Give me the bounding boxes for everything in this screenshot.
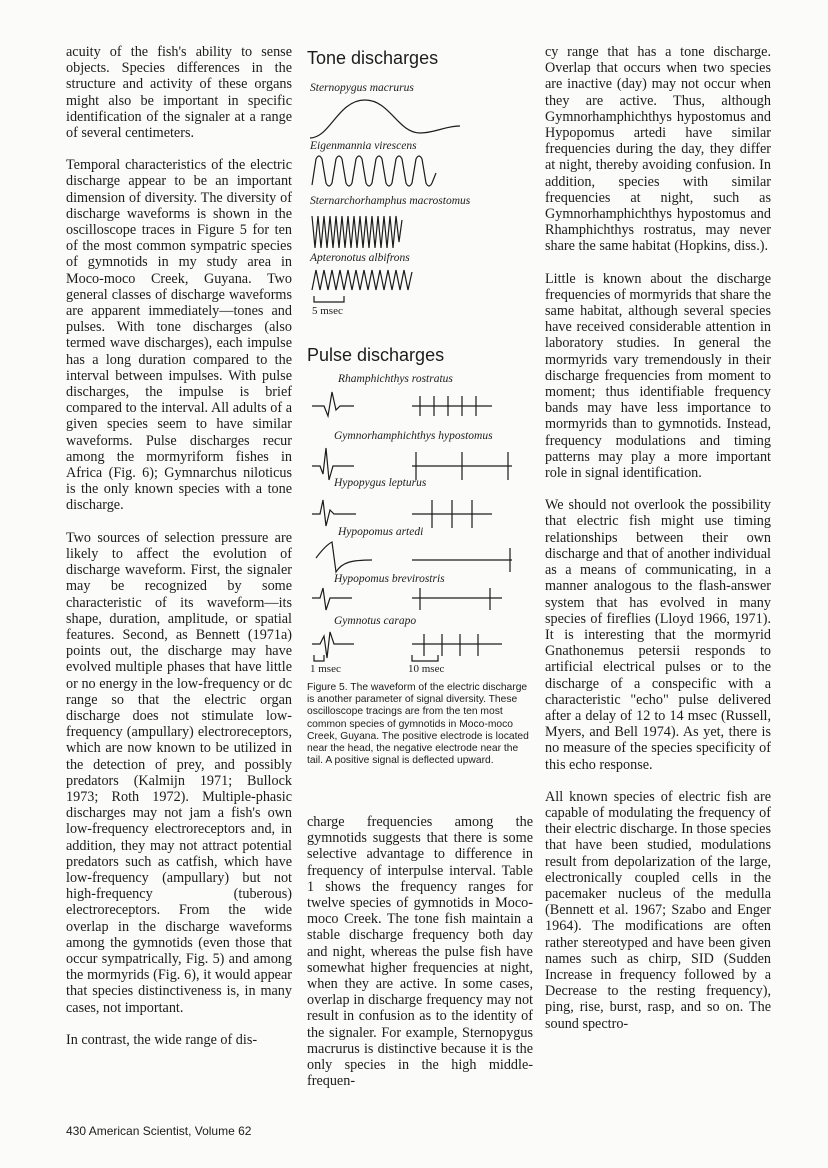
- rhamphichthys-waveform: [312, 386, 512, 426]
- eigenmannia-waveform: [312, 155, 442, 187]
- pulse-scale-right: 10 msec: [408, 663, 445, 675]
- gymnorhamphichthys-waveform: [312, 444, 522, 484]
- scale-bar: [312, 296, 352, 304]
- scale-bars: [312, 655, 452, 663]
- pulse-discharges-heading: Pulse discharges: [307, 345, 445, 365]
- species-label: Apteronotus albifrons: [310, 252, 410, 264]
- species-label: Sternopygus macrurus: [310, 82, 414, 94]
- pulse-scale-left: 1 msec: [310, 663, 341, 675]
- page-footer: 430 American Scientist, Volume 62: [66, 1124, 252, 1138]
- paragraph: acuity of the fish's ability to sense objects. Species differences in the structure and activity of these organs might also be important in specific identification of the signaler at a range of several centimeters.: [66, 44, 292, 142]
- figure-caption: Figure 5. The waveform of the electric discharge is another parameter of signal diversity. These oscilloscope tracings are from the ten most common species of gymnotids in Moco-moco Creek, Guyana. The positive electrode is located near the head, the negative electrode near the tail. A positive signal is deflected upward.: [307, 682, 529, 767]
- sternopygus-waveform: [310, 98, 460, 143]
- hypopomus-artedi-waveform: [312, 538, 522, 574]
- paragraph: Two sources of selection pressure are likely to affect the evolution of discharge waveform. First, the signaler may be recognized by some characteristic of its waveform—its shape, duration, amplitude, or spatial features. Second, as Bennett (1971a) points out, the discharge may have evolved multiple phases that have little or no energy in the low-frequency or dc range so that the electric organ discharge does not stimulate low-frequency (ampullary) electroreceptors, which are now known to be utilized in the detection of prey, and possibly predators (Kalmijn 1971; Bullock 1973; Roth 1972). Multiple-phasic discharges may not jam a fish's own low-frequency electroreceptors and, in addition, they may not attract potential predators such as catfish, which have low-frequency (ampullary) but not high-frequency (tuberous) electroreceptors. From the wide overlap in the discharge waveforms among the gymnotids (even those that occur sympatrically, Fig. 5) and among the mormyrids (Fig. 6), it would appear that species distinctiveness is, in many cases, not important.: [66, 529, 292, 1016]
- species-label: Eigenmannia virescens: [310, 140, 417, 152]
- middle-column: [307, 814, 533, 1089]
- paragraph: charge frequencies among the gymnotids suggests that there is some selective advantage to difference in frequency of interpulse interval. Table 1 shows the frequency ranges for twelve species of gymnotids in Moco-moco Creek. The tone fish maintain a stable discharge frequency both day and night, whereas the pulse fish have somewhat higher frequencies at night, when they are active. In some cases, overlap in discharge frequency may not result in confusion as to the identity of the signaler. For example, Sternopygus macrurus is distinctive because it is the only species in the high middle-frequen-: [307, 814, 533, 1090]
- species-label: Hypopomus artedi: [338, 526, 424, 538]
- right-column: [545, 44, 771, 1032]
- paragraph: All known species of electric fish are capable of modulating the frequency of their electric discharge. In those species that have been studied, modulations result from depolarization of the large, electronically coupled cells in the pacemaker nucleus of the medulla (Bennett et al. 1967; Szabo and Enger 1964). The modifications are often rather stereotyped and have been given names such as chirp, SID (Sudden Increase in frequency followed by a Decrease to the resting frequency), ping, rise, burst, rasp, and so on. The sound spectro-: [545, 788, 771, 1032]
- left-column: [66, 44, 292, 1048]
- species-label: Rhamphichthys rostratus: [338, 373, 453, 385]
- apteronotus-waveform: [312, 268, 417, 292]
- species-label: Hypopygus lepturus: [334, 477, 427, 489]
- paragraph: Little is known about the discharge frequencies of mormyrids that share the same habitat, although several species have received considerable attention in laboratory studies. In general the mormyrids vary tremendously in their discharge frequencies from moment to moment; thus identifiable frequency bands may have less importance to mormyrids than to gymnotids. Instead, frequency modulations and timing patterns may play a more important role in signal identification.: [545, 270, 771, 482]
- paragraph: In contrast, the wide range of dis-: [66, 1031, 258, 1048]
- hypopomus-brevirostris-waveform: [312, 584, 512, 618]
- paragraph: We should not overlook the possibility that electric fish might use timing relationships between their own discharge and that of another individual as a means of communicating, in a manner analogous to the flash-answer system that has evolved in many species of fireflies (Lloyd 1966, 1971). It is interesting that the mormyrid Gnathonemus petersii responds to artificial electrical pulses or to the discharge of a conspecific with a characteristic "echo" pulse delivered after a delay of 12 to 14 msec (Russell, Myers, and Bell 1974). As yet, there is no measure of the species specificity of this echo response.: [545, 497, 771, 773]
- species-label: Gymnorhamphichthys hypostomus: [334, 430, 493, 442]
- hypopygus-waveform: [312, 490, 512, 530]
- species-label: Sternarchorhamphus macrostomus: [310, 195, 471, 207]
- paragraph: Temporal characteristics of the electric discharge appear to be an important dimension of diversity. The diversity of discharge waveforms is shown in the oscilloscope traces in Figure 5 for ten of the most common sympatric species of gymnotids in my study area in Moco-moco Creek, Guyana. Two general classes of discharge waveforms are apparent immediately—tones and pulses. With tone discharges (also termed wave discharges), each impulse has a long duration compared to the interval between impulses. With pulse discharges, the impulse is brief compared to the interval. All adults of a given species seem to have similar waveforms. Pulse discharges recur among the mormyriform fishes in Africa (Fig. 6); Gymnarchus niloticus is the only known species with a tone discharge.: [66, 157, 292, 514]
- species-label: Gymnotus carapo: [334, 615, 417, 627]
- tone-discharges-heading: Tone discharges: [307, 48, 439, 68]
- tone-scale-label: 5 msec: [312, 305, 343, 317]
- sternarchorhamphus-waveform: [312, 212, 412, 250]
- paragraph: cy range that has a tone discharge. Overlap that occurs when two species are inactive (day) may not occur when they are active. Thus, although Gymnorhamphichthys hypostomus and Hypopomus artedi have similar frequencies during the day, they differ at night, thereby avoiding confusion. In addition, species with similar frequencies at night, such as Gymnorhamphichthys hypostomus and Rhamphichthys rostratus, may never share the same habitat (Hopkins, diss.).: [545, 44, 771, 255]
- species-label: Hypopomus brevirostris: [334, 573, 445, 585]
